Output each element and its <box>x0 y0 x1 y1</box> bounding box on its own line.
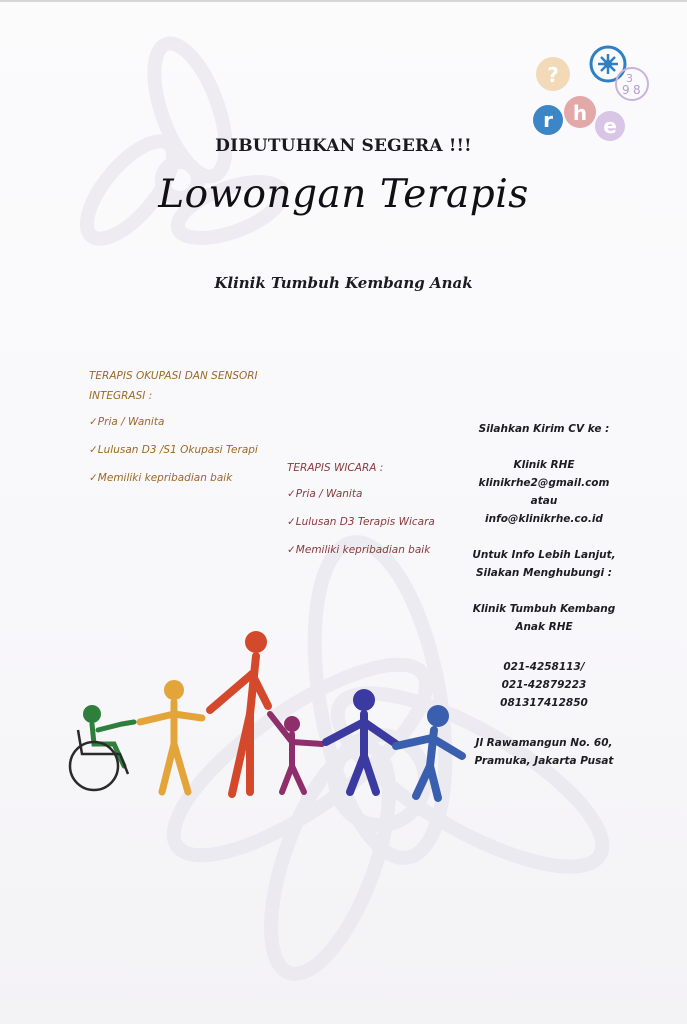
wicara-section <box>287 458 477 558</box>
okupasi-section <box>89 366 289 486</box>
clinic-short-name: Klinik RHE <box>513 459 575 471</box>
or-label: atau <box>530 495 558 507</box>
digit-9: 9 <box>622 83 630 97</box>
list-item: ✓Lulusan D3 /S1 Okupasi Terapi <box>89 444 258 456</box>
headline: DIBUTUHKAN SEGERA !!! <box>215 136 472 156</box>
list-item: ✓Memiliki kepribadian baik <box>287 544 431 556</box>
digit-3: 3 <box>626 72 633 85</box>
send-cv-label: Silahkan Kirim CV ke : <box>478 423 610 435</box>
wheelchair-figure <box>83 705 134 766</box>
wicara-heading: TERAPIS WICARA : <box>287 462 384 474</box>
phone-2: 021-42879223 <box>501 679 587 691</box>
email-secondary: info@klinikrhe.co.id <box>485 513 603 525</box>
more-info-line2: Silakan Menghubungi : <box>476 567 612 579</box>
phone-1: 021-4258113/ <box>503 661 585 673</box>
list-item: ✓Memiliki kepribadian baik <box>89 472 233 484</box>
email-primary: klinikrhe2@gmail.com <box>478 477 610 489</box>
lightblue-figure <box>396 705 462 798</box>
clinic-full-line1: Klinik Tumbuh Kembang <box>472 603 616 615</box>
letter-r: r <box>543 108 553 132</box>
address-line1: Jl Rawamangun No. 60, <box>475 737 613 749</box>
more-info-line1: Untuk Info Lebih Lanjut, <box>472 549 616 561</box>
contact-block <box>460 420 628 770</box>
digit-8: 8 <box>633 83 641 97</box>
red-figure <box>210 631 268 794</box>
list-item: ✓Pria / Wanita <box>287 488 363 500</box>
okupasi-heading-line1: TERAPIS OKUPASI DAN SENSORI <box>89 370 258 382</box>
children-illustration <box>64 626 474 806</box>
list-item: ✓Lulusan D3 Terapis Wicara <box>287 516 435 528</box>
purple-figure <box>270 714 322 792</box>
clinic-full-line2: Anak RHE <box>515 621 573 633</box>
blue-figure <box>326 689 396 792</box>
letter-h: h <box>572 101 588 125</box>
phone-3: 081317412850 <box>500 697 588 709</box>
address-line2: Pramuka, Jakarta Pusat <box>474 755 614 767</box>
list-item: ✓Pria / Wanita <box>89 416 165 428</box>
page-title: Lowongan Terapis <box>158 172 529 217</box>
yellow-figure <box>140 680 202 792</box>
question-mark-glyph: ? <box>547 63 559 87</box>
letter-e: e <box>603 114 617 138</box>
okupasi-heading-line2: INTEGRASI : <box>89 390 153 402</box>
subtitle: Klinik Tumbuh Kembang Anak <box>214 274 473 292</box>
